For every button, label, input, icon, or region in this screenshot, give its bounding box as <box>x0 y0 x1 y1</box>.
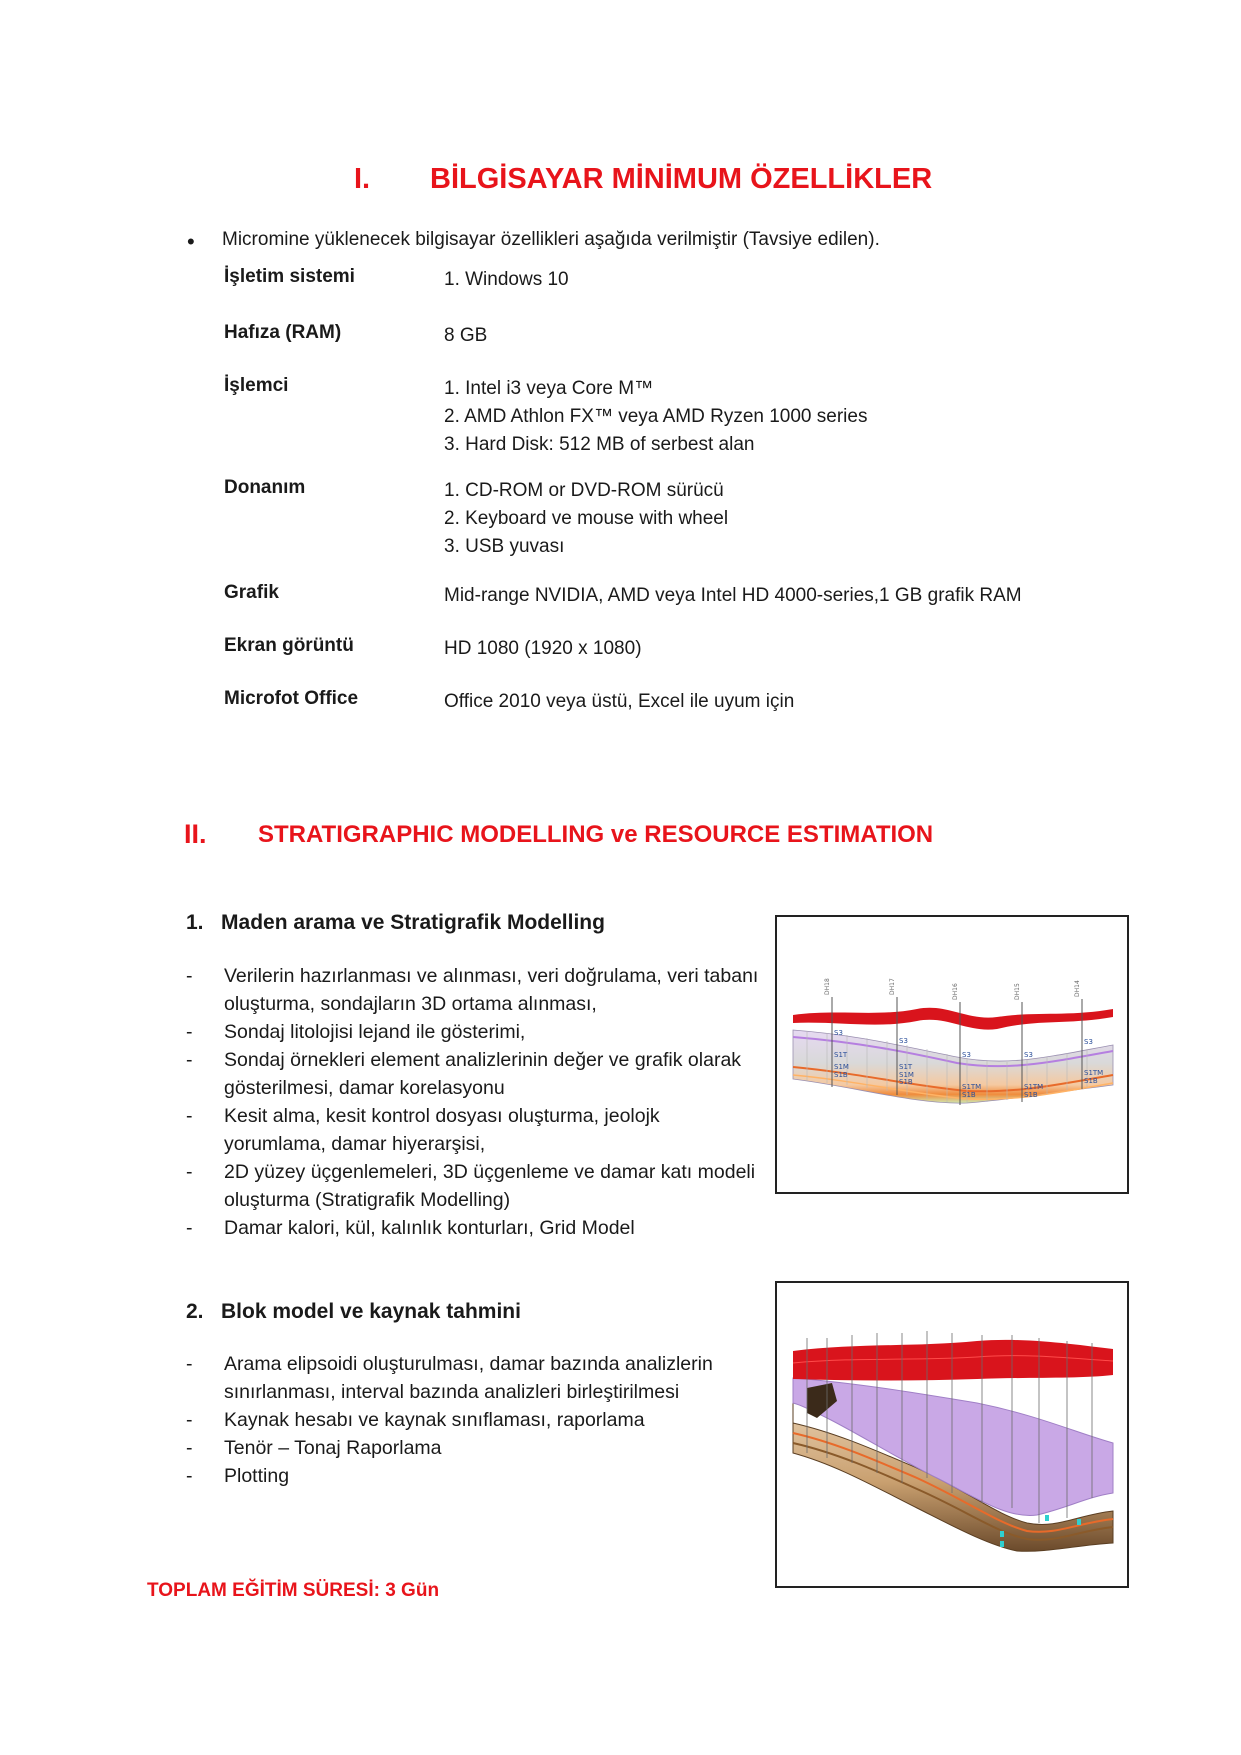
svg-text:DH15: DH15 <box>1014 983 1021 1000</box>
seam-label: S1TM <box>962 1083 982 1091</box>
spec-label: İşlemci <box>224 375 289 396</box>
spec-line: 2. AMD Athlon FX™ veya AMD Ryzen 1000 series <box>444 406 868 427</box>
seam-label: S3 <box>1024 1051 1033 1059</box>
section1-title: BİLGİSAYAR MİNİMUM ÖZELLİKLER <box>430 163 933 195</box>
block-model-figure <box>775 1281 1129 1588</box>
seam-label: S1B <box>1024 1091 1038 1099</box>
list-item: - Kesit alma, kesit kontrol dosyası oluşturma, jeolojk yorumlama, damar hiyerarşisi, <box>186 1105 660 1155</box>
spec-value: Mid-range NVIDIA, AMD veya Intel HD 4000-series,1 GB grafik RAM <box>444 585 1022 606</box>
spec-value <box>444 375 867 459</box>
seam-label: S1T <box>834 1051 848 1059</box>
total-training-duration: TOPLAM EĞİTİM SÜRESİ: 3 Gün <box>147 1580 440 1601</box>
svg-text:DH17: DH17 <box>889 978 896 995</box>
list-item: - Plotting <box>186 1465 290 1487</box>
list-item: - Damar kalori, kül, kalınlık konturları, Grid Model <box>186 1217 635 1239</box>
svg-text:DH18: DH18 <box>824 978 831 995</box>
seam-label: S1M <box>834 1063 849 1071</box>
spec-value: 1. Windows 10 <box>444 269 569 290</box>
spec-value: Office 2010 veya üstü, Excel ile uyum için <box>444 691 795 712</box>
cross-section-image <box>777 917 1127 1192</box>
list-item: - 2D yüzey üçgenlemeleri, 3D üçgenleme ve damar katı modeli oluşturma (Stratigrafik Modelling) <box>186 1161 756 1211</box>
subsection2-title: 2. Blok model ve kaynak tahmini <box>186 1300 521 1323</box>
bullet-icon: • <box>187 229 195 254</box>
seam-label: S1B <box>962 1091 976 1099</box>
spec-label: Hafıza (RAM) <box>224 322 342 343</box>
section2-title: STRATIGRAPHIC MODELLING ve RESOURCE ESTIMATION <box>258 821 934 848</box>
list-item: - Sondaj örnekleri element analizlerinin değer ve grafik olarak gösterilmesi, damar korelasyonu <box>186 1049 742 1099</box>
spec-value <box>444 477 728 561</box>
section1-intro: Micromine yüklenecek bilgisayar özellikleri aşağıda verilmiştir (Tavsiye edilen). <box>222 229 880 250</box>
spec-line: 2. Keyboard ve mouse with wheel <box>444 508 729 529</box>
spec-label: Donanım <box>224 477 306 498</box>
list-item: - Arama elipsoidi oluşturulması, damar bazında analizlerin sınırlanması, interval bazında analizleri birleştirilmesi <box>186 1353 713 1403</box>
spec-label: İşletim sistemi <box>224 266 355 287</box>
subsection2-list <box>186 1350 776 1490</box>
subsection1-title: 1. Maden arama ve Stratigrafik Modelling <box>186 911 605 934</box>
seam-label: S1M <box>899 1071 914 1079</box>
list-item: - Tenör – Tonaj Raporlama <box>186 1437 442 1459</box>
svg-text:DH14: DH14 <box>1074 980 1081 997</box>
spec-label: Ekran görüntü <box>224 635 354 656</box>
seam-label: S1TM <box>1024 1083 1044 1091</box>
cross-section-figure <box>775 915 1129 1194</box>
seam-label: S3 <box>1084 1038 1093 1046</box>
spec-label: Microfot Office <box>224 688 359 709</box>
subsection1-list <box>186 962 766 1242</box>
section2-numeral: II. <box>184 819 207 849</box>
seam-label: S3 <box>834 1029 843 1037</box>
section1-numeral: I. <box>354 163 371 195</box>
svg-text:DH16: DH16 <box>952 983 959 1000</box>
spec-line: 1. CD-ROM or DVD-ROM sürücü <box>444 480 724 501</box>
seam-label: S1B <box>899 1078 913 1086</box>
seam-label: S1TM <box>1084 1069 1104 1077</box>
block-model-image <box>777 1283 1127 1586</box>
spec-line: 1. Intel i3 veya Core M™ <box>444 378 654 399</box>
spec-line: 3. USB yuvası <box>444 536 565 557</box>
seam-label: S3 <box>899 1037 908 1045</box>
seam-label: S1T <box>899 1063 913 1071</box>
spec-line: 3. Hard Disk: 512 MB of serbest alan <box>444 434 755 455</box>
spec-value: HD 1080 (1920 x 1080) <box>444 638 642 659</box>
list-item: - Sondaj litolojisi lejand ile gösterimi, <box>186 1021 526 1043</box>
seam-label: S1B <box>834 1071 848 1079</box>
seam-label: S3 <box>962 1051 971 1059</box>
spec-label: Grafik <box>224 582 279 603</box>
spec-value: 8 GB <box>444 325 488 346</box>
list-item: - Verilerin hazırlanması ve alınması, veri doğrulama, veri tabanı oluşturma, sondajların 3D ortama alınması, <box>186 965 759 1015</box>
list-item: - Kaynak hesabı ve kaynak sınıflaması, raporlama <box>186 1409 645 1431</box>
seam-label: S1B <box>1084 1077 1098 1085</box>
